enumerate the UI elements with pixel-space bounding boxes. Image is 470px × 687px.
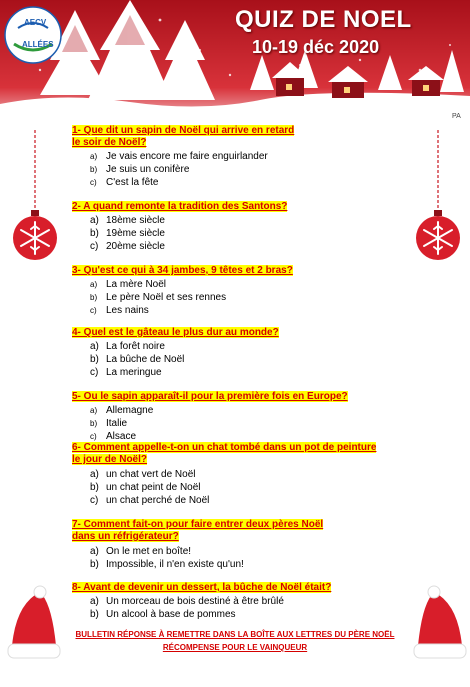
answer-marker: b) <box>90 165 98 174</box>
answer-list-3 <box>90 278 226 317</box>
question-8 <box>72 582 331 594</box>
answer-text: Alsace <box>106 431 137 442</box>
answer-option <box>90 214 165 227</box>
logo-top-text: AECV <box>24 18 47 27</box>
question-line: 8- Avant de devenir un dessert, la bûche de Noël était? <box>72 582 332 593</box>
question-line: dans un réfrigérateur? <box>72 531 179 542</box>
question-5 <box>72 391 348 403</box>
question-line: 7- Comment fait-on pour faire entrer deux pères Noël <box>72 519 324 530</box>
answer-text: 20ème siècle <box>106 241 165 252</box>
snowflake-ornament-icon <box>5 130 65 260</box>
answer-marker: a) <box>90 406 98 415</box>
question-6 <box>72 442 376 466</box>
answer-text: 19ème siècle <box>106 228 165 239</box>
footer <box>0 628 470 654</box>
aecv-logo <box>2 4 64 66</box>
question-line: 2- A quand remonte la tradition des Santons? <box>72 201 288 212</box>
answer-list-2 <box>90 214 165 253</box>
answer-marker: b) <box>90 482 99 493</box>
answer-marker: b) <box>90 293 98 302</box>
answer-text: Italie <box>106 418 128 429</box>
footer-instruction <box>0 628 470 641</box>
answer-text: Un morceau de bois destiné à être brûlé <box>106 596 284 607</box>
logo-bottom-text: ALLÉES <box>22 40 54 49</box>
answer-list-4 <box>90 340 184 379</box>
page-title: QUIZ DE NOEL <box>235 6 412 33</box>
answer-text: Les nains <box>106 305 149 316</box>
answer-text: Je vais encore me faire enguirlander <box>106 151 268 162</box>
answer-text: La meringue <box>106 367 162 378</box>
corner-mark: PA <box>452 113 461 120</box>
answer-text: un chat peint de Noël <box>106 482 201 493</box>
question-line: 1- Que dit un sapin de Noël qui arrive en retard <box>72 125 295 136</box>
answer-marker: b) <box>90 609 99 620</box>
question-2 <box>72 201 287 213</box>
answer-option <box>90 481 209 494</box>
answer-text: Un alcool à base de pommes <box>106 609 236 620</box>
answer-marker: a) <box>90 469 99 480</box>
answer-text: 18ème siècle <box>106 215 165 226</box>
answer-text: Impossible, il n'en existe qu'un! <box>106 559 244 570</box>
answer-text: Je suis un conifère <box>106 164 190 175</box>
answer-option <box>90 353 184 366</box>
answer-option <box>90 558 244 571</box>
answer-text: Allemagne <box>106 405 154 416</box>
answer-option <box>90 240 165 253</box>
question-1 <box>72 125 294 149</box>
answer-marker: a) <box>90 215 99 226</box>
answer-marker: c) <box>90 367 99 378</box>
answer-list-6 <box>90 468 209 507</box>
answer-marker: b) <box>90 419 98 428</box>
answer-text: La mère Noël <box>106 279 167 290</box>
answer-list-8 <box>90 595 284 621</box>
answer-option <box>90 150 268 163</box>
snowflake-ornament-icon <box>408 130 468 260</box>
answer-option <box>90 176 268 189</box>
answer-marker: a) <box>90 596 99 607</box>
question-line: le soir de Noël? <box>72 137 147 148</box>
answer-marker: c) <box>90 306 97 315</box>
answer-marker: a) <box>90 341 99 352</box>
answer-option <box>90 494 209 507</box>
answer-text: un chat perché de Noël <box>106 495 210 506</box>
answer-list-5 <box>90 404 153 443</box>
answer-text: C'est la fête <box>106 177 159 188</box>
answer-text: un chat vert de Noël <box>106 469 196 480</box>
question-line: le jour de Noël? <box>72 454 148 465</box>
answer-marker: c) <box>90 241 99 252</box>
answer-option <box>90 340 184 353</box>
answer-text: La bûche de Noël <box>106 354 185 365</box>
question-line: 4- Quel est le gâteau le plus dur au monde? <box>72 327 279 338</box>
answer-option <box>90 304 226 317</box>
footer-reward <box>0 641 470 654</box>
answer-option <box>90 545 244 558</box>
answer-marker: b) <box>90 354 99 365</box>
answer-option <box>90 227 165 240</box>
answer-option <box>90 595 284 608</box>
answer-text: On le met en boîte! <box>106 546 192 557</box>
answer-marker: b) <box>90 559 99 570</box>
header-banner <box>0 0 470 125</box>
question-3 <box>72 265 293 277</box>
answer-option <box>90 366 184 379</box>
answer-marker: a) <box>90 280 98 289</box>
question-7 <box>72 519 323 543</box>
answer-option <box>90 608 284 621</box>
answer-list-1 <box>90 150 268 189</box>
answer-marker: b) <box>90 228 99 239</box>
answer-option <box>90 417 153 430</box>
date-range: 10-19 déc 2020 <box>252 37 380 57</box>
answer-option <box>90 278 226 291</box>
answer-marker: a) <box>90 152 98 161</box>
question-line: 5- Ou le sapin apparaît-il pour la première fois en Europe? <box>72 391 348 402</box>
answer-option <box>90 468 209 481</box>
answer-option <box>90 404 153 417</box>
answer-option <box>90 163 268 176</box>
answer-marker: c) <box>90 178 97 187</box>
answer-text: La forêt noire <box>106 341 165 352</box>
answer-list-7 <box>90 545 244 571</box>
footer-line-2: RÉCOMPENSE POUR LE VAINQUEUR <box>162 643 308 652</box>
question-4 <box>72 327 279 339</box>
answer-text: Le père Noël et ses rennes <box>106 292 227 303</box>
question-line: 3- Qu'est ce qui à 34 jambes, 9 têtes et 2 bras? <box>72 265 293 276</box>
footer-line-1: BULLETIN RÉPONSE À REMETTRE DANS LA BOÎTE AUX LETTRES DU PÈRE NOËL <box>75 630 395 639</box>
answer-marker: c) <box>90 495 99 506</box>
answer-option <box>90 291 226 304</box>
question-line: 6- Comment appelle-t-on un chat tombé dans un pot de peinture <box>72 442 377 453</box>
answer-marker: c) <box>90 432 97 441</box>
answer-marker: a) <box>90 546 99 557</box>
